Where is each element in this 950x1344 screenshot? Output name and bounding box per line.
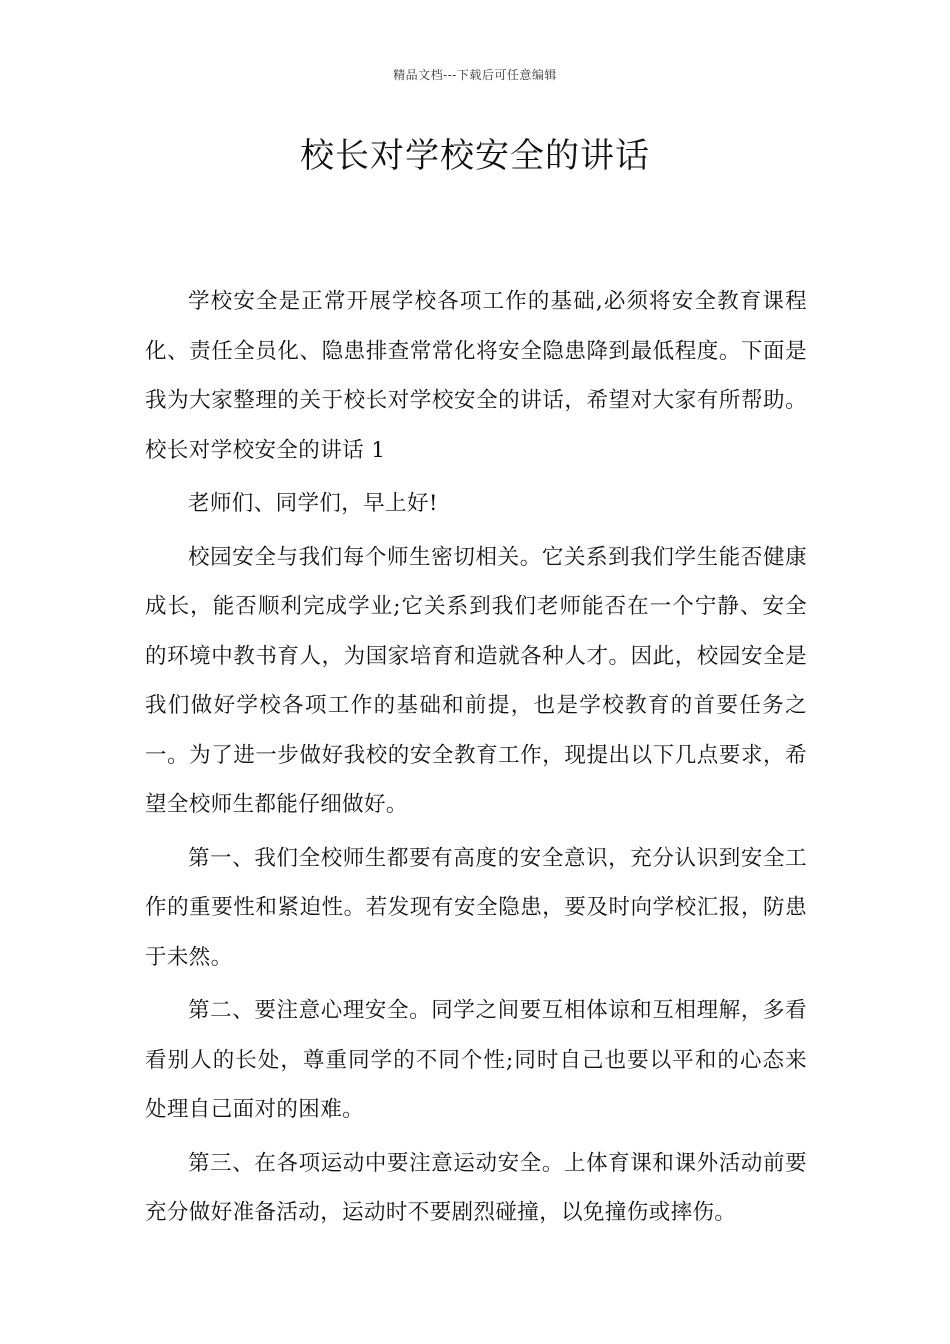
paragraph-point-two: 第二、要注意心理安全。同学之间要互相体谅和互相理解，多看看别人的长处，尊重同学的不同个性;同时自己也要以平和的心态来处理自己面对的困难。 [145,998,807,1122]
paragraph-greeting: 老师们、同学们，早上好! [188,491,438,516]
document-title: 校长对学校安全的讲话 [300,136,650,176]
paragraph-point-three: 第三、在各项运动中要注意运动安全。上体育课和课外活动前要充分做好准备活动，运动时不要剧烈碰撞，以免撞伤或摔伤。 [145,1150,807,1225]
paragraph-campus-safety: 校园安全与我们每个师生密切相关。它关系到我们学生能否健康成长，能否顺利完成学业;它关系到我们老师能否在一个宁静、安全的环境中教书育人，为国家培育和造就各种人才。因此，校园安全是我们做好学校各项工作的基础和前提，也是学校教育的首要任务之一。为了进一步做好我校的安全教育工作，现提出以下几点要求，希望全校师生都能仔细做好。 [145,544,807,817]
paragraph-point-one: 第一、我们全校师生都要有高度的安全意识，充分认识到安全工作的重要性和紧迫性。若发现有安全隐患，要及时向学校汇报，防患于未然。 [145,845,807,970]
header-note: 精品文档---下载后可任意编辑 [393,68,557,82]
paragraph-intro: 学校安全是正常开展学校各项工作的基础,必须将安全教育课程化、责任全员化、隐患排查常常化将安全隐患降到最低程度。下面是我为大家整理的关于校长对学校安全的讲话，希望对大家有所帮助。校长对学校安全的讲话 1 [145,289,807,463]
document-body [145,277,807,1242]
